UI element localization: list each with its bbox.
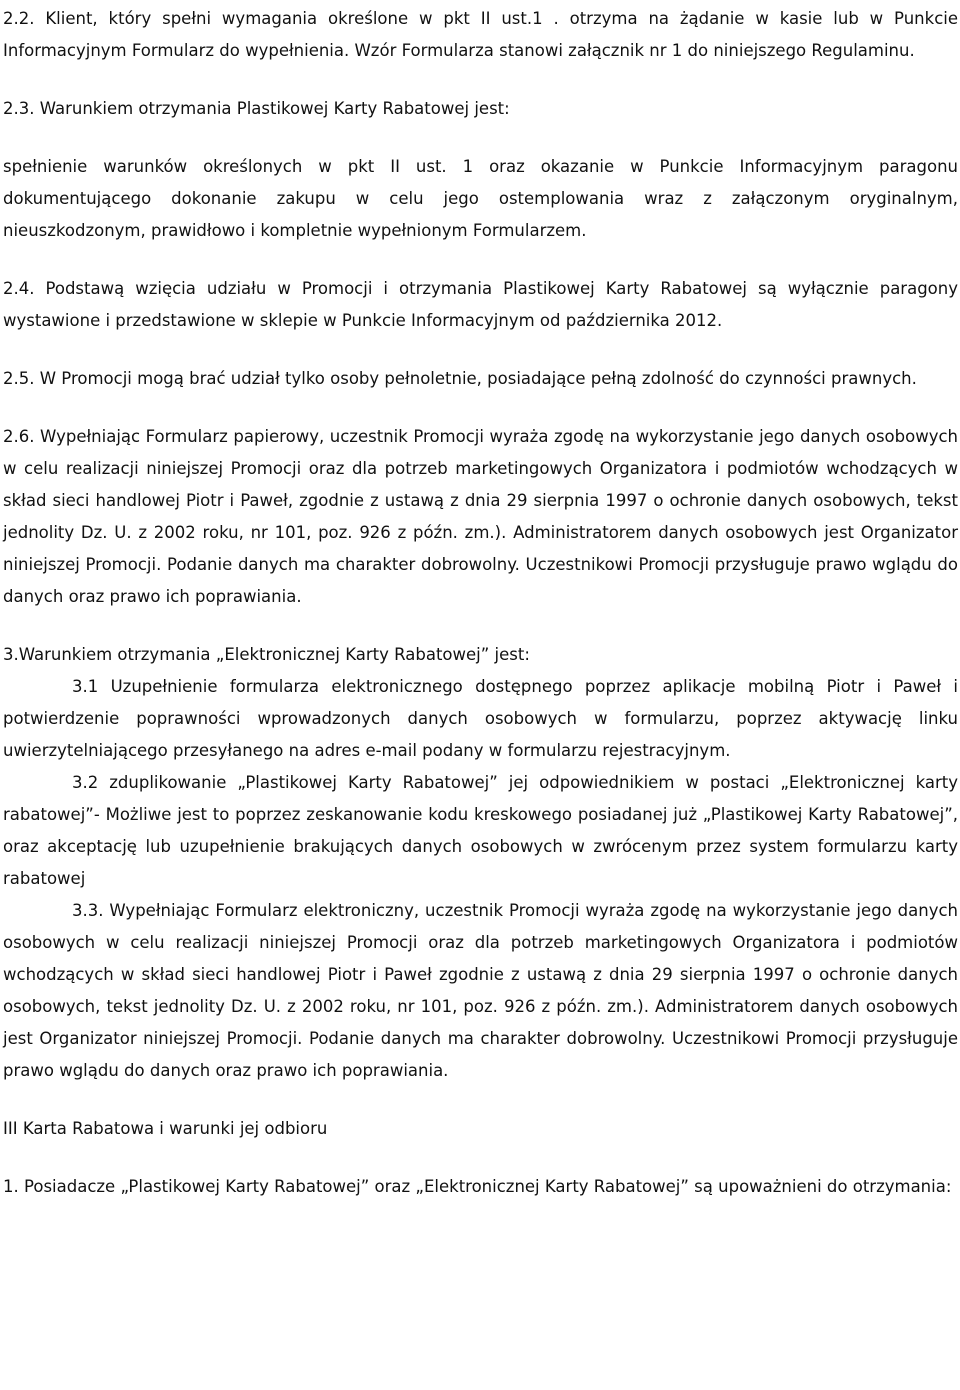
paragraph-3-2: 3.2 zduplikowanie „Plastikowej Karty Rabatowej” jej odpowiednikiem w postaci „Elektronicznej karty rabatowej”- Możliwe jest to poprzez zeskanowanie kodu kreskowego posiadanej już „Plastikowej Karty Rabatowej”, oraz akceptację lub uzupełnienie brakujących danych osobowych w zwrócenym przez system formularzu karty rabatowej [3,773,958,888]
document-page [3,3,958,1203]
paragraph-iii-1: 1. Posiadacze „Plastikowej Karty Rabatowej” oraz „Elektronicznej Karty Rabatowej” są upoważnieni do otrzymania: [3,1177,952,1196]
spacer [3,67,958,93]
spacer [3,395,958,421]
paragraph-2-2: 2.2. Klient, który spełni wymagania określone w pkt II ust.1 . otrzyma na żądanie w kasie lub w Punkcie Informacyjnym Formularz do wypełnienia. Wzór Formularza stanowi załącznik nr 1 do niniejszego Regulaminu. [3,9,958,60]
paragraph-2-6: 2.6. Wypełniając Formularz papierowy, uczestnik Promocji wyraża zgodę na wykorzystanie jego danych osobowych w celu realizacji niniejszej Promocji oraz dla potrzeb marketingowych Organizatora i podmiotów wchodzących w skład sieci handlowej Piotr i Paweł, zgodnie z ustawą z dnia 29 sierpnia 1997 o ochronie danych osobowych, tekst jednolity Dz. U. z 2002 roku, nr 101, poz. 926 z późn. zm.). Administratorem danych osobowych jest Organizator niniejszej Promocji. Podanie danych ma charakter dobrowolny. Uczestnikowi Promocji przysługuje prawo wglądu do danych oraz prawo ich poprawiania. [3,427,958,606]
paragraph-2-5: 2.5. W Promocji mogą brać udział tylko osoby pełnoletnie, posiadające pełną zdolność do czynności prawnych. [3,369,917,388]
paragraph-3-1: 3.1 Uzupełnienie formularza elektronicznego dostępnego poprzez aplikacje mobilną Piotr i Paweł i potwierdzenie poprawności wprowadzonych danych osobowych w formularzu, poprzez aktywację linku uwierzytelniającego przesyłanego na adres e-mail podany w formularzu rejestracyjnym. [3,677,958,760]
spacer [3,247,958,273]
paragraph-2-3-body: spełnienie warunków określonych w pkt II ust. 1 oraz okazanie w Punkcie Informacyjnym paragonu dokumentującego dokonanie zakupu w celu jego ostemplowania wraz z załączonym oryginalnym, nieuszkodzonym, prawidłowo i kompletnie wypełnionym Formularzem. [3,157,958,240]
spacer [3,125,958,151]
section-iii-heading: III Karta Rabatowa i warunki jej odbioru [3,1119,328,1138]
paragraph-2-3-heading: 2.3. Warunkiem otrzymania Plastikowej Karty Rabatowej jest: [3,99,510,118]
paragraph-2-4: 2.4. Podstawą wzięcia udziału w Promocji i otrzymania Plastikowej Karty Rabatowej są wyłącznie paragony wystawione i przedstawione w sklepie w Punkcie Informacyjnym od października 2012. [3,279,958,330]
spacer [3,613,958,639]
paragraph-3-heading: 3.Warunkiem otrzymania „Elektronicznej Karty Rabatowej” jest: [3,645,530,664]
paragraph-3-3: 3.3. Wypełniając Formularz elektroniczny, uczestnik Promocji wyraża zgodę na wykorzystanie jego danych osobowych w celu realizacji niniejszej Promocji oraz dla potrzeb marketingowych Organizatora i podmiotów wchodzących w skład sieci handlowej Piotr i Paweł zgodnie z ustawą z dnia 29 sierpnia 1997 o ochronie danych osobowych, tekst jednolity Dz. U. z 2002 roku, nr 101, poz. 926 z późn. zm.). Administratorem danych osobowych jest Organizator niniejszej Promocji. Podanie danych ma charakter dobrowolny. Uczestnikowi Promocji przysługuje prawo wglądu do danych oraz prawo ich poprawiania. [3,901,958,1080]
spacer [3,1145,958,1171]
spacer [3,1087,958,1113]
spacer [3,337,958,363]
